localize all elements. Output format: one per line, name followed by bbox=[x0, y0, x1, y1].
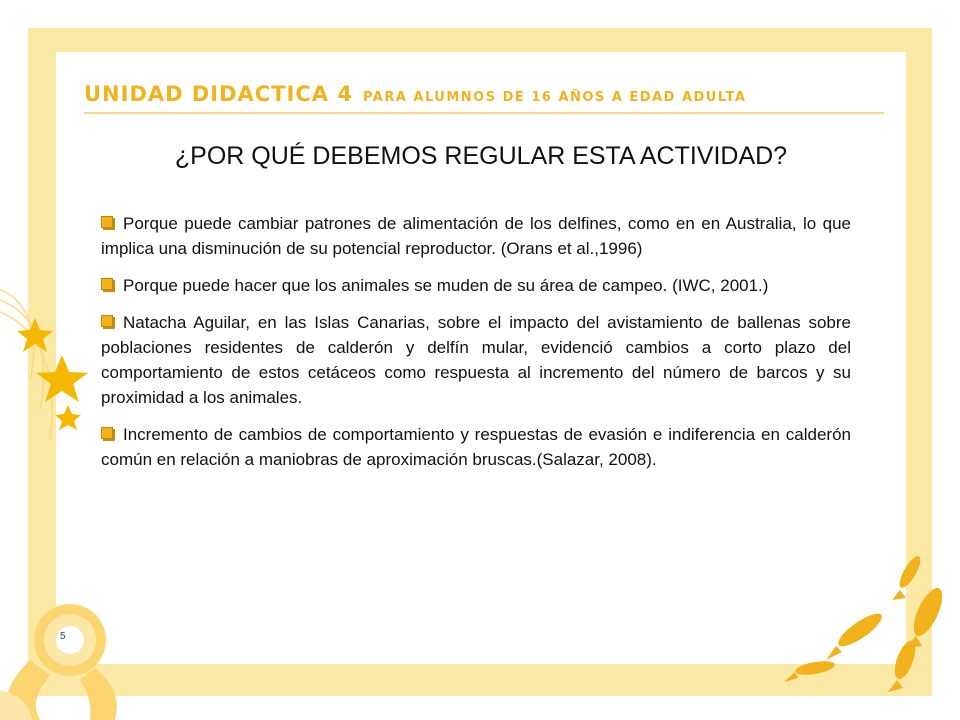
fish-icon bbox=[888, 638, 919, 692]
square-bullet-icon bbox=[101, 427, 113, 439]
square-bullet-icon bbox=[101, 315, 113, 327]
square-bullet-icon bbox=[101, 216, 113, 228]
unit-title: UNIDAD DIDACTICA 4 bbox=[84, 82, 353, 106]
bullet-text: Natacha Aguilar, en las Islas Canarias, sobre el impacto del avistamiento de ballenas sobre poblaciones residentes de calderón y delfín mular, evidenció cambios a corto plazo del comportamiento de estos cetáceos como respuesta al incremento del número de barcos y su proximidad a los animales. bbox=[101, 313, 851, 407]
bullet-text: Porque puede hacer que los animales se muden de su área de campeo. (IWC, 2001.) bbox=[123, 276, 769, 295]
bullet-item bbox=[101, 273, 851, 298]
bullet-item bbox=[101, 211, 851, 261]
bullet-text: Porque puede cambiar patrones de alimentación de los delfines, como en en Australia, lo que implica una disminución de su potencial reproductor. (Orans et al.,1996) bbox=[101, 214, 851, 258]
unit-subtitle: PARA ALUMNOS DE 16 AÑOS A EDAD ADULTA bbox=[362, 90, 747, 105]
bullet-item bbox=[101, 310, 851, 410]
fish-icon bbox=[892, 553, 924, 600]
fish-icon bbox=[784, 659, 836, 682]
fish-icon bbox=[905, 584, 948, 648]
page-number: 5 bbox=[60, 631, 66, 642]
swirl-lines bbox=[0, 290, 52, 440]
square-bullet-icon bbox=[101, 278, 113, 290]
bullet-text: Incremento de cambios de comportamiento y respuestas de evasión e indiferencia en calderón común en relación a maniobras de aproximación bruscas.(Salazar, 2008). bbox=[101, 425, 851, 469]
octopus-icon bbox=[0, 604, 117, 720]
starfish-icon bbox=[55, 405, 81, 430]
slide-title: ¿POR QUÉ DEBEMOS REGULAR ESTA ACTIVIDAD? bbox=[174, 142, 788, 170]
fish-icon bbox=[826, 609, 886, 660]
bullet-list bbox=[101, 211, 851, 484]
starfish-icon bbox=[17, 318, 53, 352]
bullet-item bbox=[101, 422, 851, 472]
header-divider bbox=[84, 112, 884, 114]
unit-header bbox=[84, 82, 746, 106]
